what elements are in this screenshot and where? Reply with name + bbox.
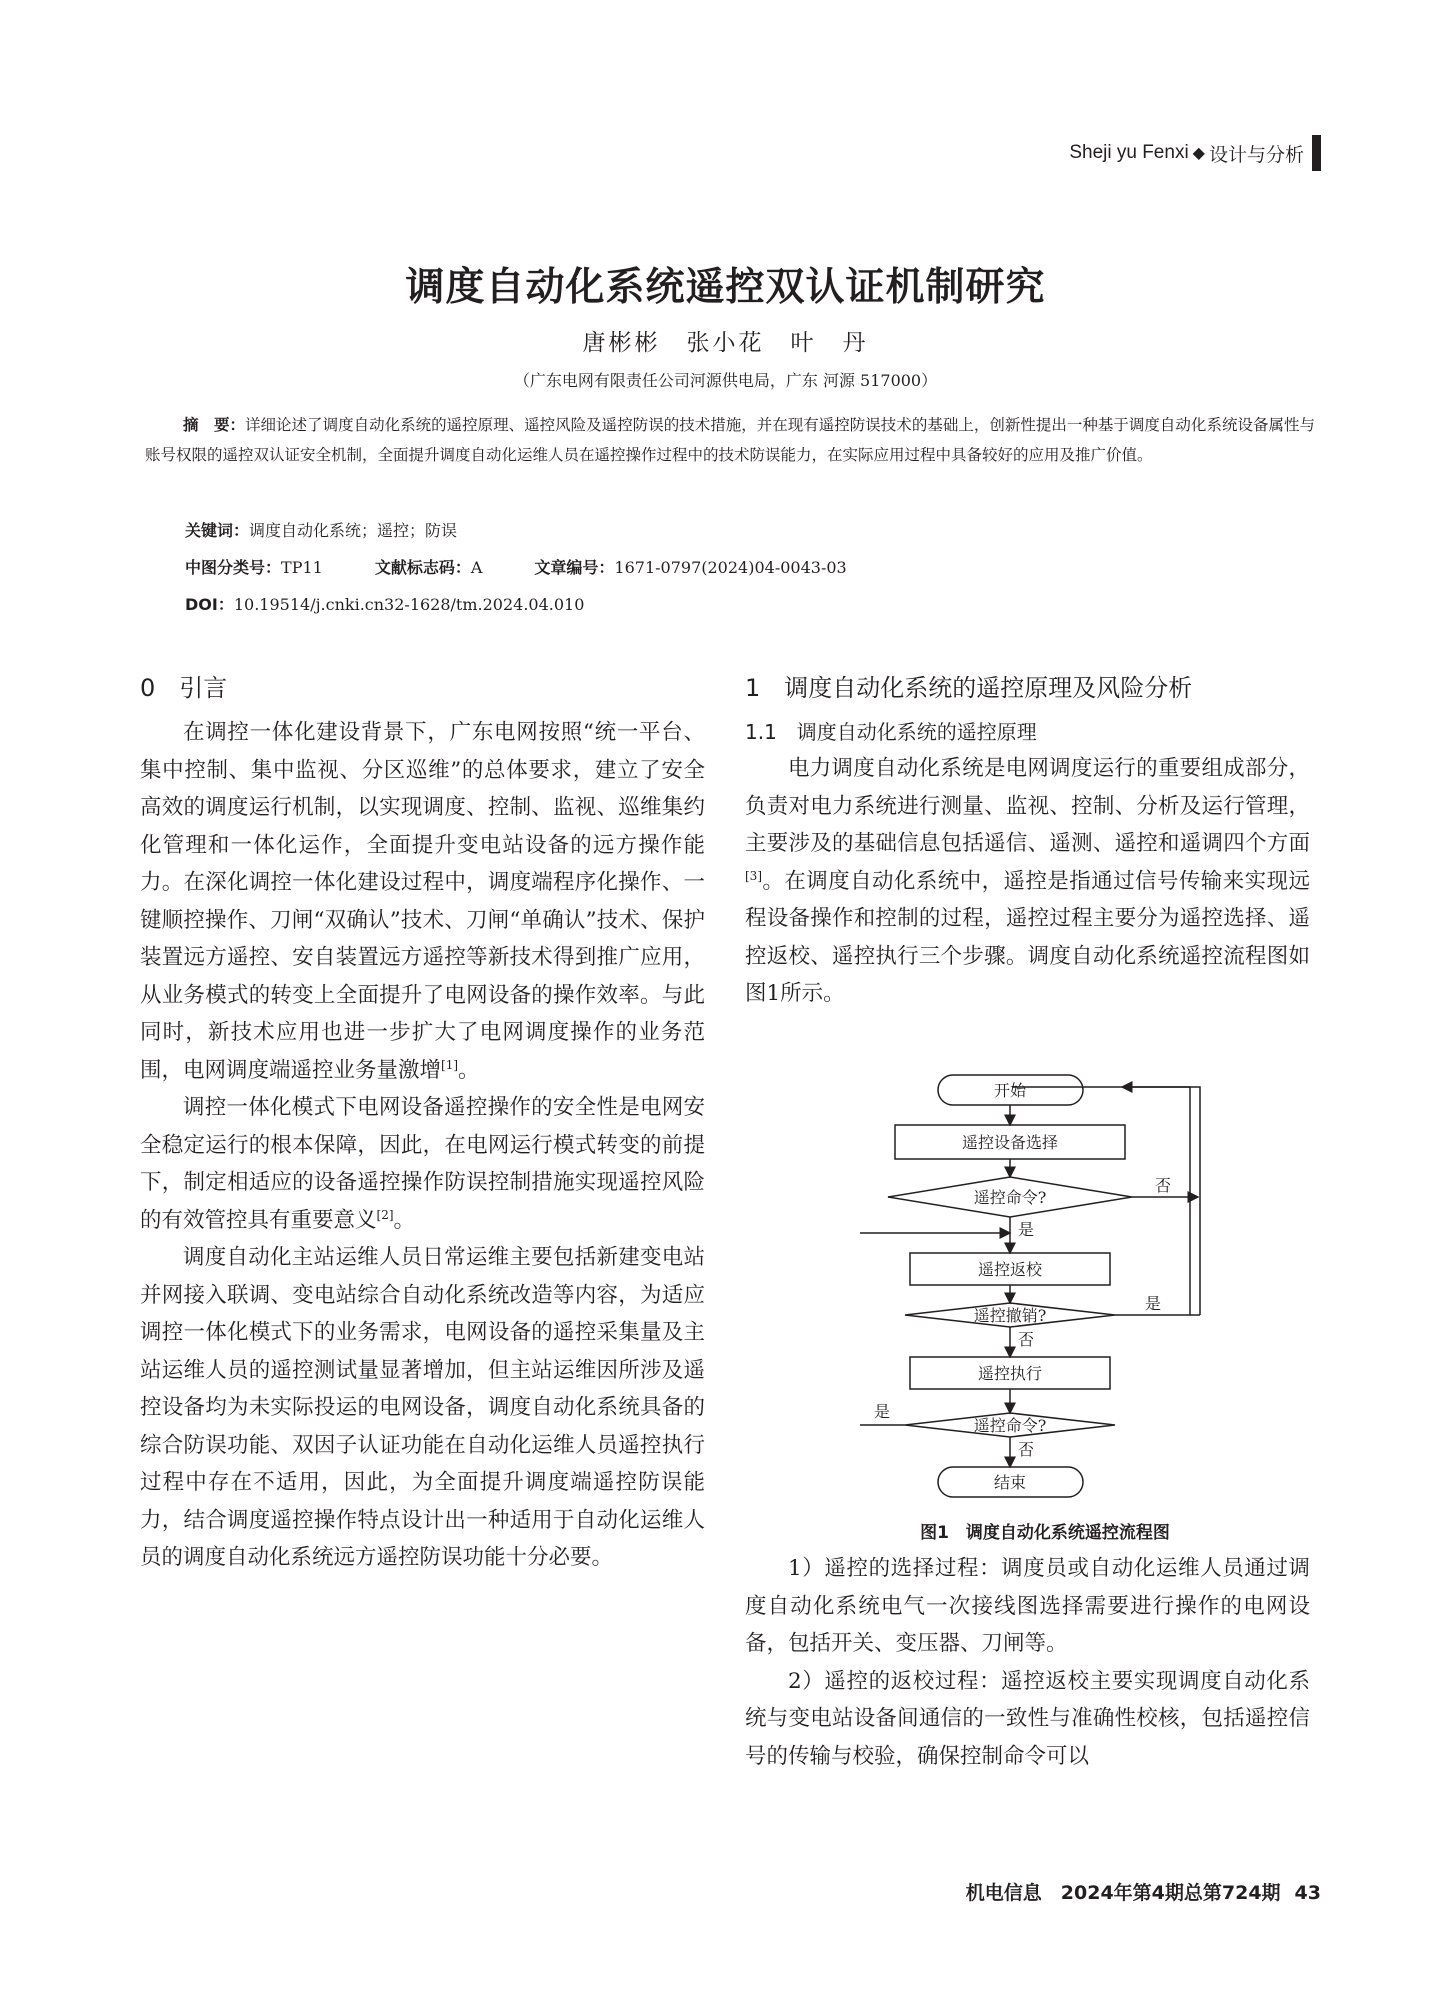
- paragraph: 调度自动化主站运维人员日常运维主要包括新建变电站并网接入联调、变电站综合自动化系统改造等内容，为适应调控一体化模式下的业务需求，电网设备的遥控采集量及主站运维人员的遥控测试量显著增加，但主站运维因所涉及遥控设备均为未实际投运的电网设备，调度自动化系统具备的综合防误功能、双因子认证功能在自动化运维人员遥控执行过程中存在不适用，因此，为全面提升调度端遥控防误能力，结合调度遥控操作特点设计出一种适用于自动化运维人员的调度自动化系统远方遥控防误功能十分必要。: [140, 1245, 705, 1570]
- figure-caption: 图1 调度自动化系统遥控流程图: [920, 1523, 1170, 1543]
- diamond-separator: ◆: [1192, 145, 1205, 162]
- header-bar: [1312, 135, 1321, 171]
- abstract: [145, 410, 1315, 470]
- no-label-1: 否: [1155, 1176, 1172, 1195]
- yes-label-3: 是: [874, 1402, 891, 1421]
- running-header: [1069, 135, 1321, 171]
- paragraph: 2）遥控的返校过程：遥控返校主要实现调度自动化系统与变电站设备间通信的一致性与准确性校核，包括遥控信号的传输与校验，确保控制命令可以: [745, 1668, 1310, 1769]
- articleno-label: 文章编号：: [534, 558, 615, 577]
- paragraph: [140, 1089, 705, 1239]
- command-label-1: 遥控命令?: [973, 1188, 1047, 1207]
- left-column: [140, 668, 705, 1577]
- doccode-label: 文献标志码：: [374, 558, 471, 577]
- keywords-label: 关键词：: [185, 521, 250, 540]
- keywords-text: 调度自动化系统；遥控；防误: [249, 521, 458, 540]
- citation[interactable]: [1]: [441, 1057, 459, 1072]
- articleno-value: 1671-0797(2024)04-0043-03: [614, 558, 847, 577]
- paragraph-text: 在调控一体化建设背景下，广东电网按照“统一平台、集中控制、集中监视、分区巡维”的总体要求，建立了安全高效的调度运行机制，以实现调度、控制、监视、巡维集约化管理和一体化运作，全面提升变电站设备的远方操作能力。在深化调控一体化建设过程中，调度端程序化操作、一键顺控操作、刀闸“双确认”技术、刀闸“单确认”技术、保护装置远方遥控、安自装置远方遥控等新技术得到推广应用，从业务模式的转变上全面提升了电网设备的操作效率。与此同时，新技术应用也进一步扩大了电网调度操作的业务范围，电网调度端遥控业务量激增: [140, 720, 705, 1083]
- yes-label-1: 是: [1018, 1220, 1035, 1239]
- clc-value: TP11: [281, 558, 323, 577]
- paragraph-text: 。在调度自动化系统中，遥控是指通过信号传输来实现远程设备操作和控制的过程，遥控过程主要分为遥控选择、遥控返校、遥控执行三个步骤。调度自动化系统遥控流程图如图1所示。: [745, 868, 1310, 1006]
- authors: 唐彬彬 张小花 叶 丹: [582, 330, 869, 356]
- cancel-label: 遥控撤销?: [973, 1306, 1047, 1325]
- no-label-3: 否: [1018, 1440, 1035, 1459]
- citation[interactable]: [3]: [745, 868, 762, 883]
- paragraph-text: 。: [393, 1207, 416, 1233]
- section-1-1-heading: 1.1 调度自动化系统的遥控原理: [745, 720, 1037, 744]
- doi-label: DOI：: [185, 595, 234, 614]
- start-label: 开始: [993, 1081, 1027, 1100]
- command-label-2: 遥控命令?: [973, 1416, 1047, 1435]
- no-label-2: 否: [1018, 1330, 1035, 1349]
- select-label: 遥控设备选择: [961, 1133, 1059, 1152]
- flowchart: [860, 1065, 1210, 1510]
- citation[interactable]: [2]: [376, 1207, 394, 1222]
- end-label: 结束: [993, 1473, 1027, 1492]
- paragraph-text: 电力调度自动化系统是电网调度运行的重要组成部分，负责对电力系统进行测量、监视、控制、分析及运行管理，主要涉及的基础信息包括遥信、遥测、遥控和遥调四个方面: [745, 756, 1310, 856]
- verify-label: 遥控返校: [977, 1260, 1043, 1279]
- section-0-heading: 0 引言: [140, 674, 228, 702]
- section-1-heading: 1 调度自动化系统的遥控原理及风险分析: [745, 674, 1193, 702]
- clc-label: 中图分类号：: [185, 558, 282, 577]
- yes-label-2: 是: [1145, 1294, 1162, 1313]
- doccode-value: A: [470, 558, 483, 577]
- abstract-text: 详细论述了调度自动化系统的遥控原理、遥控风险及遥控防误的技术措施，并在现有遥控防误技术的基础上，创新性提出一种基于调度自动化系统设备属性与账号权限的遥控双认证安全机制，全面提升调度自动化运维人员在遥控操作过程中的技术防误能力，在实际应用过程中具备较好的应用及推广价值。: [145, 416, 1315, 464]
- paragraph: [745, 750, 1310, 1013]
- paragraph: [140, 714, 705, 1089]
- execute-label: 遥控执行: [977, 1364, 1043, 1383]
- paragraph-text: 调控一体化模式下电网设备遥控操作的安全性是电网安全稳定运行的根本保障，因此，在电网运行模式转变的前提下，制定相适应的设备遥控操作防误控制措施实现遥控风险的有效管控具有重要意义: [140, 1095, 705, 1233]
- paragraph-text: 。: [458, 1057, 480, 1083]
- doi: [185, 592, 584, 615]
- affiliation: （广东电网有限责任公司河源供电局，广东 河源 517000）: [513, 371, 938, 390]
- doi-value: 10.19514/j.cnki.cn32-1628/tm.2024.04.010: [233, 595, 585, 614]
- keywords: [185, 518, 457, 541]
- journal-pinyin: Sheji yu Fenxi: [1069, 142, 1189, 163]
- abstract-label: 摘 要：: [183, 416, 246, 434]
- right-column: [745, 668, 1310, 1013]
- page-number: 43: [1294, 1882, 1321, 1904]
- article-title: 调度自动化系统遥控双认证机制研究: [405, 265, 1046, 310]
- footer: [966, 1878, 1321, 1905]
- section-name: 设计与分析: [1208, 144, 1304, 166]
- right-column-continued: [745, 1550, 1310, 1775]
- paragraph: 1）遥控的选择过程：调度员或自动化运维人员通过调度自动化系统电气一次接线图选择需要进行操作的电网设备，包括开关、变压器、刀闸等。: [745, 1556, 1310, 1656]
- journal-issue: 机电信息 2024年第4期总第724期: [965, 1882, 1281, 1904]
- classification-line: [185, 555, 847, 578]
